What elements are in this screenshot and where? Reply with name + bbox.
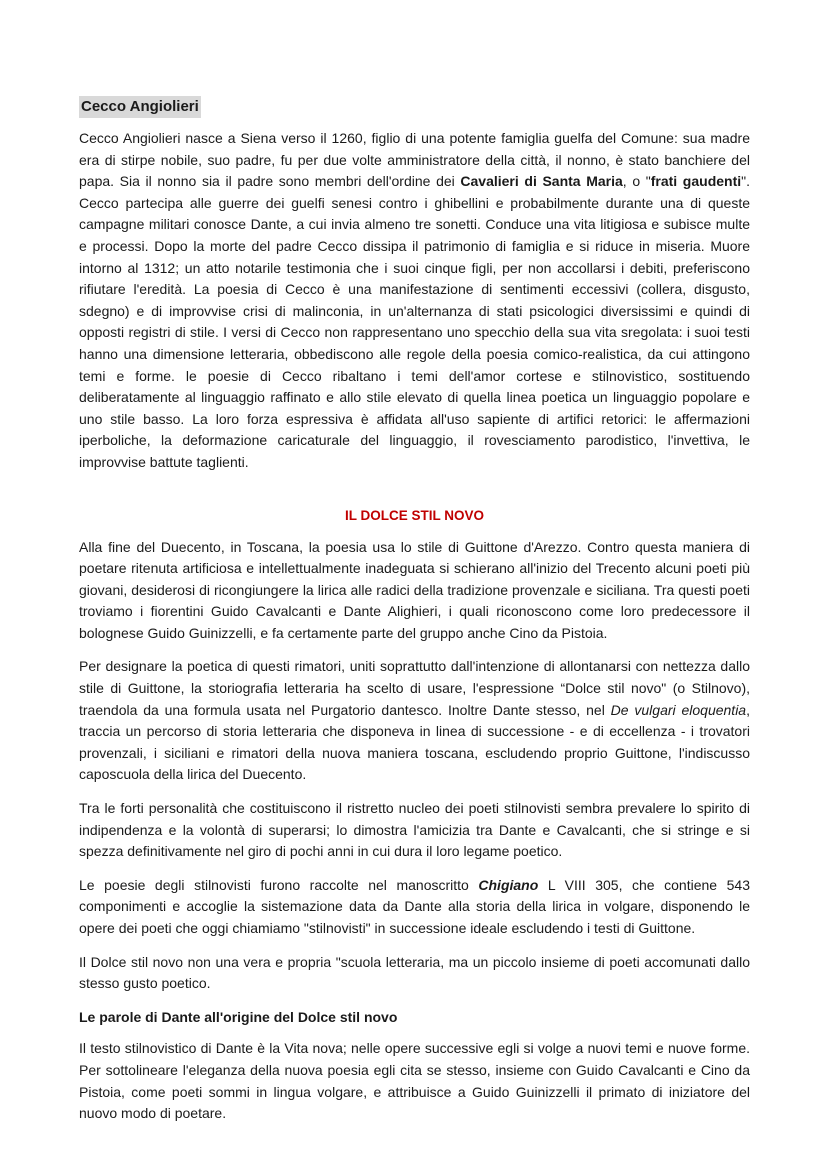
paragraph-2 (79, 656, 750, 786)
para2-italic-title: De vulgari eloquentia (610, 701, 747, 718)
paragraph-4 (79, 875, 750, 940)
para4-text-2: L VIII 305, che contiene 543 componimenti e accoglie la sistemazione data da Dante alla storia della lirica in volgare, disponendo le opere dei poeti che oggi chiamiamo "stilnovisti" in successione ideale escludendo i testi di Guittone. (79, 876, 750, 936)
bio-text-2: , o " (622, 173, 651, 190)
para2-text-1: Per designare la poetica di questi rimatori, uniti soprattutto dall'intenzione di allontanarsi con nettezza dallo stile di Guittone, la storiografia letteraria ha scelto di usare, l'espressione “Dolce stil novo" (o Stilnovo), traendola da una formula usata nel Purgatorio dantesco. Inoltre Dante stesso, nel (79, 658, 750, 718)
paragraph-5: Il Dolce stil novo non una vera e propria "scuola letteraria, ma un piccolo insieme di poeti accomunati dallo stesso gusto poetico. (79, 953, 750, 992)
bio-bold-frati: frati gaudenti (650, 173, 742, 190)
subheading: Le parole di Dante all'origine del Dolce stil novo (79, 1008, 398, 1025)
paragraph-6: Il testo stilnovistico di Dante è la Vita nova; nelle opere successive egli si volge a nuovi temi e nuove forme. Per sottolineare l'eleganza della nuova poesia egli cita se stesso, insieme con Guido Cavalcanti e Cino da Pistoia, come poeti sommi in lingua volgare, e attribuisce a Guido Guinizzelli il primato di iniziatore del nuovo modo di poetare. (79, 1040, 750, 1122)
bio-text-1: Cecco Angiolieri nasce a Siena verso il 1260, figlio di una potente famiglia guelfa del Comune: sua madre era di stirpe nobile, suo padre, fu per due volte amministratore della città, il nonno, è stato banchiere del papa. Sia il nonno sia il padre sono membri dell'ordine dei (79, 130, 750, 190)
bio-paragraph (79, 128, 750, 474)
paragraph-1: Alla fine del Duecento, in Toscana, la poesia usa lo stile di Guittone d'Arezzo. Contro questa maniera di poetare ritenuta artificiosa e intellettualmente inadeguata si schierano all'inizio del Trecento alcuni poeti più giovani, desiderosi di ricongiungere la lirica alle radici della tradizione provenzale e siciliana. Tra questi poeti troviamo i fiorentini Guido Cavalcanti e Dante Alighieri, i quali riconoscono come loro predecessore il bolognese Guido Guinizzelli, e fa certamente parte del gruppo anche Cino da Pistoia. (79, 538, 750, 641)
para2-text-2: , traccia un percorso di storia letteraria che disponeva in linea di successione - e di eccellenza - i trovatori provenzali, i siciliani e rimatori della nuova maniera toscana, escludendo proprio Guittone, l'indiscusso caposcuola della lirica del Duecento. (79, 701, 750, 783)
para4-text-1: Le poesie degli stilnovisti furono raccolte nel manoscritto (79, 876, 479, 893)
paragraph-3: Tra le forti personalità che costituiscono il ristretto nucleo dei poeti stilnovisti sembra prevalere lo spirito di indipendenza e la volontà di superarsi; lo dimostra l'amicizia tra Dante e Cavalcanti, che si stringe e si spezza definitivamente nel giro di pochi anni in cui dura il loro legame poetico. (79, 800, 750, 860)
page-heading: Cecco Angiolieri (79, 96, 201, 118)
document-content (79, 96, 750, 1137)
bio-text-3: ". Cecco partecipa alle guerre dei guelfi senesi contro i ghibellini e probabilmente durante una di queste campagne militari conosce Dante, a cui invia almeno tre sonetti. Conduce una vita litigiosa e subisce multe e processi. Dopo la morte del padre Cecco dissipa il patrimonio di famiglia e si riduce in miseria. Muore intorno al 1312; un atto notarile testimonia che i suoi cinque figli, per non accollarsi i debiti, preferiscono rifiutare l'eredità. La poesia di Cecco è una manifestazione di sentimenti eccessivi (collera, disgusto, sdegno) e di improvvise crisi di malinconia, in un'alternanza di stati psicologici diversissimi e quindi di opposti registri di stile. I versi di Cecco non rappresentano uno specchio della sua vita sregolata: i suoi testi hanno una dimensione letteraria, obbediscono alle regole della poesia comico-realistica, da cui attingono temi e forme. le poesie di Cecco ribaltano i temi dell'amor cortese e stilnovistico, sostituendo deliberatamente al linguaggio raffinato e allo stile elevato di quella linea poetica un linguaggio popolare e uno stile basso. La loro forza espressiva è affidata all'uso sapiente di artifici retorici: le affermazioni iperboliche, la deformazione caricaturale del linguaggio, il rovesciamento parodistico, l'invettiva, le improvvise battute taglienti. (79, 173, 750, 470)
bio-bold-cavalieri: Cavalieri di Santa Maria (460, 173, 623, 190)
section-title: IL DOLCE STIL NOVO (344, 507, 484, 523)
para4-bold-italic-chigiano: Chigiano (478, 876, 539, 893)
